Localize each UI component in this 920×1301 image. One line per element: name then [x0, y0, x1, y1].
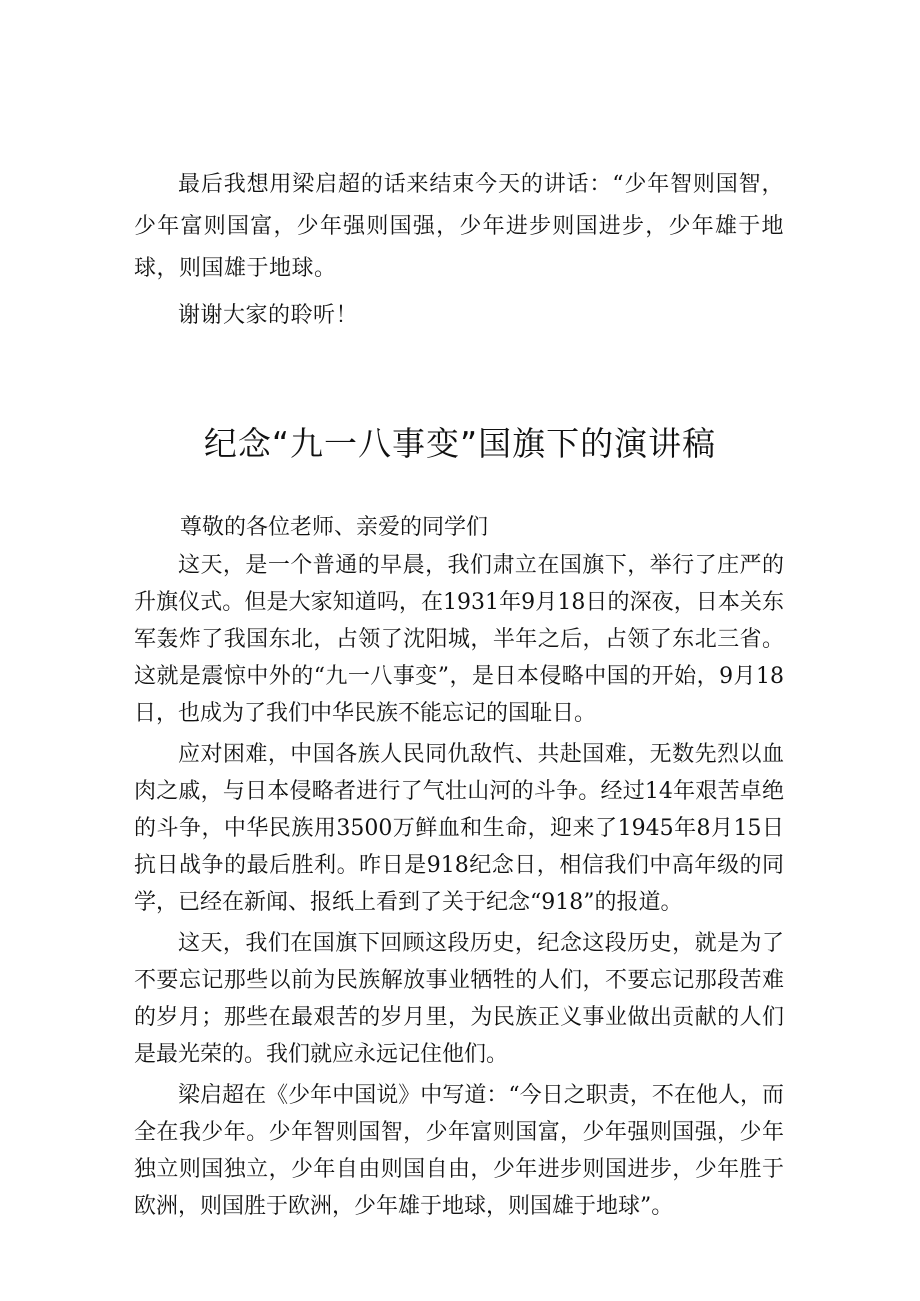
closing-paragraph: 最后我想用梁启超的话来结束今天的讲话：“少年智则国智，少年富则国富，少年强则国强，少年进步则国进步，少年雄于地球，则国雄于地球。 [134, 172, 784, 281]
body-paragraph-1: 这天，是一个普通的早晨，我们肃立在国旗下，举行了庄严的升旗仪式。但是大家知道吗，在1931年9月18日的深夜，日本关东军轰炸了我国东北，占领了沈阳城，半年之后，占领了东北三省。这就是震惊中外的“九一八事变”，是日本侵略中国的开始，9月18日，也成为了我们中华民族不能忘记的国耻日。 [134, 553, 784, 726]
salutation: 尊敬的各位老师、亲爱的同学们 [180, 515, 489, 540]
body-paragraph-4: 梁启超在《少年中国说》中写道：“今日之职责，不在他人，而全在我少年。少年智则国智，少年富则国富，少年强则国强，少年独立则国独立，少年自由则国自由，少年进步则国进步，少年胜于欧洲，则国胜于欧洲，少年雄于地球，则国雄于地球”。 [134, 1083, 784, 1219]
speech-title: 纪念“九一八事变”国旗下的演讲稿 [203, 424, 717, 463]
speech-body [134, 547, 784, 1225]
body-paragraph-3: 这天，我们在国旗下回顾这段历史，纪念这段历史，就是为了不要忘记那些以前为民族解放事业牺牲的人们，不要忘记那段苦难的岁月；那些在最艰苦的岁月里，为民族正义事业做出贡献的人们是最光荣的。我们就应永远记住他们。 [134, 931, 784, 1067]
closing-section [134, 164, 784, 337]
body-paragraph-2: 应对困难，中国各族人民同仇敌忾、共赴国难，无数先烈以血肉之戚，与日本侵略者进行了气壮山河的斗争。经过14年艰苦卓绝的斗争，中华民族用3500万鲜血和生命，迎来了1945年8月15日抗日战争的最后胜利。昨日是918纪念日，相信我们中高年级的同学，已经在新闻、报纸上看到了关于纪念“918”的报道。 [134, 742, 784, 915]
thanks-line: 谢谢大家的聆听！ [178, 303, 359, 328]
